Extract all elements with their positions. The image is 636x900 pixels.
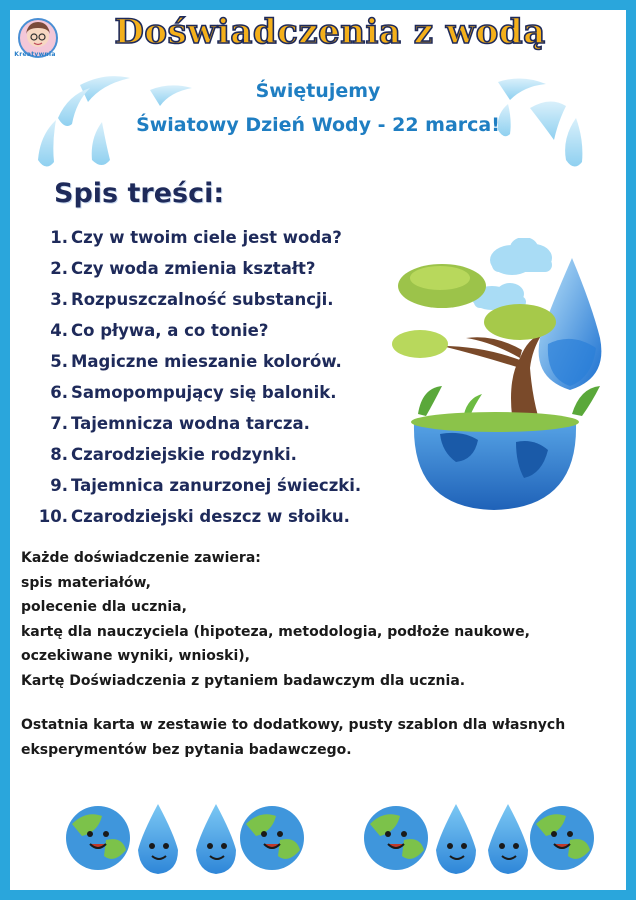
subtitle-line-2: Światowy Dzień Wody - 22 marca! — [136, 114, 500, 136]
toc-item-label: Co pływa, a co tonie? — [71, 321, 269, 340]
toc-item — [32, 284, 361, 315]
info-line: polecenie dla ucznia, — [21, 599, 187, 615]
water-drop-character-icon — [196, 804, 236, 874]
toc-item-label: Tajemnicza wodna tarcza. — [71, 414, 310, 433]
bottom-characters — [10, 780, 626, 890]
toc-item — [32, 439, 361, 470]
note-line: eksperymentów bez pytania badawczego. — [21, 741, 352, 758]
earth-character-icon — [66, 806, 130, 870]
spacer — [21, 693, 617, 713]
toc-item — [32, 346, 361, 377]
page-title: Doświadczenia z wodą — [114, 12, 546, 52]
note-line: Ostatnia karta w zestawie to dodatkowy, pusty szablon dla własnych — [21, 717, 566, 733]
toc-item-number: 8. — [50, 445, 68, 464]
toc-item-label: Magiczne mieszanie kolorów. — [71, 352, 342, 371]
earth-tree-icon — [382, 238, 612, 518]
toc-item — [32, 408, 361, 439]
toc-heading: Spis treści: — [54, 178, 225, 209]
toc-item — [32, 222, 361, 253]
toc-item-label: Czy woda zmienia kształt? — [71, 259, 316, 278]
toc-item-number: 6. — [50, 383, 68, 402]
toc-item-number: 10. — [38, 507, 68, 526]
toc-item-label: Czarodziejskie rodzynki. — [71, 445, 297, 464]
water-drop-character-icon — [436, 804, 476, 874]
toc-item — [32, 315, 361, 346]
earth-character-icon — [364, 806, 428, 870]
toc-item-label: Rozpuszczalność substancji. — [71, 290, 334, 309]
water-drop-character-icon — [488, 804, 528, 874]
cloud-icon — [490, 238, 552, 275]
toc-item-label: Tajemnica zanurzonej świeczki. — [71, 476, 362, 495]
info-section — [21, 546, 617, 762]
subtitle-line-1: Świętujemy — [255, 80, 381, 102]
earth-character-icon — [240, 806, 304, 870]
logo-avatar — [14, 14, 62, 72]
toc-item — [32, 501, 361, 532]
toc-list — [32, 222, 361, 532]
toc-item-label: Samopompujący się balonik. — [71, 383, 337, 402]
logo-text: Kreatywnia — [14, 51, 56, 58]
info-line: oczekiwane wyniki, wnioski), — [21, 648, 250, 664]
toc-item-number: 9. — [50, 476, 68, 495]
toc-item-number: 3. — [50, 290, 68, 309]
toc-item-number: 2. — [50, 259, 68, 278]
toc-item-number: 4. — [50, 321, 68, 340]
info-line: Każde doświadczenie zawiera: — [21, 550, 261, 566]
toc-item-number: 5. — [50, 352, 68, 371]
toc-item — [32, 253, 361, 284]
info-line: kartę dla nauczyciela (hipoteza, metodologia, podłoże naukowe, — [21, 623, 530, 640]
toc-item-number: 7. — [50, 414, 68, 433]
info-line: spis materiałów, — [21, 574, 151, 591]
earth-character-icon — [530, 806, 594, 870]
info-line: Kartę Doświadczenia z pytaniem badawczym dla ucznia. — [21, 672, 466, 689]
toc-item — [32, 470, 361, 501]
toc-item-label: Czarodziejski deszcz w słoiku. — [71, 507, 350, 526]
toc-item — [32, 377, 361, 408]
toc-item-label: Czy w twoim ciele jest woda? — [71, 228, 342, 247]
toc-item-number: 1. — [50, 228, 68, 247]
water-drop-character-icon — [138, 804, 178, 874]
